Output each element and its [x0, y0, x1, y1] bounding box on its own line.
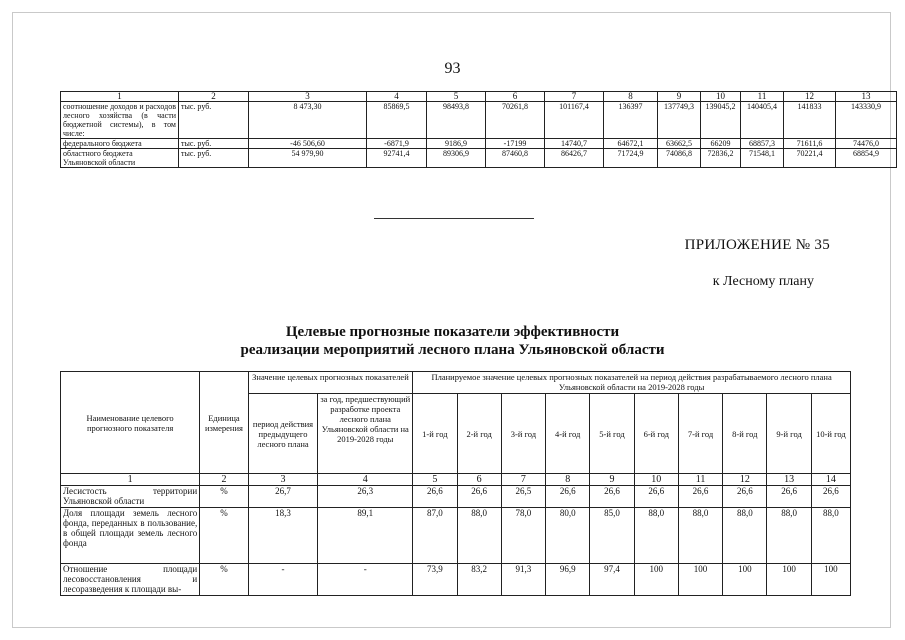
col-number: 13 [767, 474, 811, 486]
cell-value: 26,6 [590, 486, 634, 508]
col-number: 14 [811, 474, 850, 486]
header-year: 3-й год [501, 394, 545, 474]
cell-value: 139045,2 [701, 102, 741, 139]
col-number: 11 [741, 92, 784, 102]
cell-value: 89306,9 [427, 149, 486, 168]
table-row [61, 102, 897, 139]
cell-value: 91,3 [501, 564, 545, 596]
cell-value: 88,0 [723, 508, 767, 564]
cell-value: 88,0 [678, 508, 722, 564]
cell-value: 87460,8 [486, 149, 545, 168]
cell-value: 26,6 [413, 486, 457, 508]
cell-value: 26,6 [767, 486, 811, 508]
cell-value: -46 506,60 [249, 139, 367, 149]
header-year: 4-й год [546, 394, 590, 474]
cell-value: 66209 [701, 139, 741, 149]
table-row [61, 564, 851, 596]
cell-value: 9186,9 [427, 139, 486, 149]
col-number: 3 [249, 92, 367, 102]
cell-value: 8 473,30 [249, 102, 367, 139]
indicator-unit: % [200, 486, 249, 508]
col-number: 1 [61, 92, 179, 102]
document-title-line: реализации мероприятий лесного плана Ульяновской области [240, 342, 665, 358]
cell-value: 63662,5 [658, 139, 701, 149]
col-number: 6 [457, 474, 501, 486]
cell-value: 100 [767, 564, 811, 596]
cell-value: 88,0 [457, 508, 501, 564]
cell-value: 97,4 [590, 564, 634, 596]
cell-value: -6871,9 [367, 139, 427, 149]
col-number: 7 [501, 474, 545, 486]
document-title [0, 323, 905, 359]
col-number: 10 [634, 474, 678, 486]
col-number: 9 [658, 92, 701, 102]
cell-value: 100 [634, 564, 678, 596]
cell-value: 100 [678, 564, 722, 596]
cell-value: 70221,4 [784, 149, 836, 168]
col-number: 11 [678, 474, 722, 486]
cell-value: 26,6 [457, 486, 501, 508]
cell-value: 141833 [784, 102, 836, 139]
header-preceding-year: за год, предшествующий разработке проекта лесного плана Ульяновской области на 2019-2028 годы [318, 394, 413, 474]
cell-value: 68857,3 [741, 139, 784, 149]
cell-value: 85,0 [590, 508, 634, 564]
cell-value: 26,6 [723, 486, 767, 508]
cell-value: 26,3 [318, 486, 413, 508]
cell-value: 85869,5 [367, 102, 427, 139]
col-number: 4 [367, 92, 427, 102]
table-row [61, 486, 851, 508]
document-title-line: Целевые прогнозные показатели эффективности [285, 324, 620, 340]
header-year: 1-й год [413, 394, 457, 474]
col-number: 13 [836, 92, 897, 102]
cell-value: 136397 [604, 102, 658, 139]
cell-value: -17199 [486, 139, 545, 149]
header-year: 2-й год [457, 394, 501, 474]
cell-value: 54 979,90 [249, 149, 367, 168]
header-values-group: Значение целевых прогнозных показателей [248, 372, 413, 394]
header-indicator-name: Наименование целевого прогнозного показателя [61, 372, 200, 474]
col-number: 8 [604, 92, 658, 102]
cell-value: 74086,8 [658, 149, 701, 168]
cell-value: 71548,1 [741, 149, 784, 168]
col-number: 2 [200, 474, 249, 486]
cell-value: 92741,4 [367, 149, 427, 168]
cell-value: 98493,8 [427, 102, 486, 139]
col-number: 6 [486, 92, 545, 102]
cell-value: 88,0 [634, 508, 678, 564]
cell-value: 83,2 [457, 564, 501, 596]
cell-value: 96,9 [546, 564, 590, 596]
col-number: 3 [248, 474, 318, 486]
cell-value: 26,6 [811, 486, 850, 508]
cell-value: - [248, 564, 318, 596]
cell-value: 68854,9 [836, 149, 897, 168]
cell-value: 26,6 [678, 486, 722, 508]
indicators-table [60, 371, 851, 596]
cell-value: 70261,8 [486, 102, 545, 139]
header-year: 8-й год [723, 394, 767, 474]
cell-value: 140405,4 [741, 102, 784, 139]
row-name: соотношение доходов и расходов лесного хозяйства (в части бюджетной системы), в том числе: [61, 102, 179, 139]
header-year: 6-й год [634, 394, 678, 474]
col-number: 1 [61, 474, 200, 486]
cell-value: 87,0 [413, 508, 457, 564]
table-row [61, 139, 897, 149]
budget-table-header [61, 92, 897, 102]
indicator-name: Отношение площади лесовосстановления и лесоразведения к площади вы- [61, 564, 200, 596]
header-unit: Единица измерения [200, 372, 249, 474]
cell-value: 26,5 [501, 486, 545, 508]
header-previous-period: период действия предыдущего лесного плана [248, 394, 318, 474]
cell-value: - [318, 564, 413, 596]
cell-value: 72836,2 [701, 149, 741, 168]
cell-value: 100 [723, 564, 767, 596]
section-divider [374, 218, 534, 219]
col-number: 10 [701, 92, 741, 102]
cell-value: 74476,0 [836, 139, 897, 149]
cell-value: 26,6 [634, 486, 678, 508]
col-number: 5 [427, 92, 486, 102]
header-year: 7-й год [678, 394, 722, 474]
table-row [61, 149, 897, 168]
cell-value: 71724,9 [604, 149, 658, 168]
cell-value: 71611,6 [784, 139, 836, 149]
indicator-name: Лесистость территории Ульяновской области [61, 486, 200, 508]
col-number: 12 [723, 474, 767, 486]
cell-value: 78,0 [501, 508, 545, 564]
row-unit: тыс. руб. [179, 102, 249, 139]
header-planned-group: Планируемое значение целевых прогнозных показателей на период действия разрабатываемого лесного плана Ульяновской области на 2019-2028 годы [413, 372, 851, 394]
cell-value: 73,9 [413, 564, 457, 596]
cell-value: 18,3 [248, 508, 318, 564]
row-name: областного бюджета Ульяновской области [61, 149, 179, 168]
cell-value: 14740,7 [545, 139, 604, 149]
col-number: 8 [546, 474, 590, 486]
cell-value: 88,0 [811, 508, 850, 564]
indicator-name: Доля площади земель лесного фонда, переданных в пользование, в общей площади земель лесного фонда [61, 508, 200, 564]
cell-value: 26,7 [248, 486, 318, 508]
header-year: 10-й год [811, 394, 850, 474]
cell-value: 137749,3 [658, 102, 701, 139]
page-number: 93 [444, 60, 461, 77]
col-number: 2 [179, 92, 249, 102]
cell-value: 101167,4 [545, 102, 604, 139]
row-name: федерального бюджета [61, 139, 179, 149]
col-number: 5 [413, 474, 457, 486]
col-number: 12 [784, 92, 836, 102]
cell-value: 89,1 [318, 508, 413, 564]
col-number: 4 [318, 474, 413, 486]
cell-value: 86426,7 [545, 149, 604, 168]
table-row [61, 508, 851, 564]
col-number: 9 [590, 474, 634, 486]
col-number: 7 [545, 92, 604, 102]
row-unit: тыс. руб. [179, 149, 249, 168]
budget-table [60, 91, 897, 168]
appendix-title: ПРИЛОЖЕНИЕ № 35 [684, 237, 830, 253]
indicator-unit: % [200, 508, 249, 564]
cell-value: 100 [811, 564, 850, 596]
row-unit: тыс. руб. [179, 139, 249, 149]
table-header-row [61, 372, 851, 394]
cell-value: 143330,9 [836, 102, 897, 139]
appendix-subtitle: к Лесному плану [712, 274, 814, 289]
cell-value: 26,6 [546, 486, 590, 508]
header-year: 9-й год [767, 394, 811, 474]
column-number-row [61, 474, 851, 486]
cell-value: 80,0 [546, 508, 590, 564]
cell-value: 64672,1 [604, 139, 658, 149]
header-year: 5-й год [590, 394, 634, 474]
cell-value: 88,0 [767, 508, 811, 564]
indicator-unit: % [200, 564, 249, 596]
